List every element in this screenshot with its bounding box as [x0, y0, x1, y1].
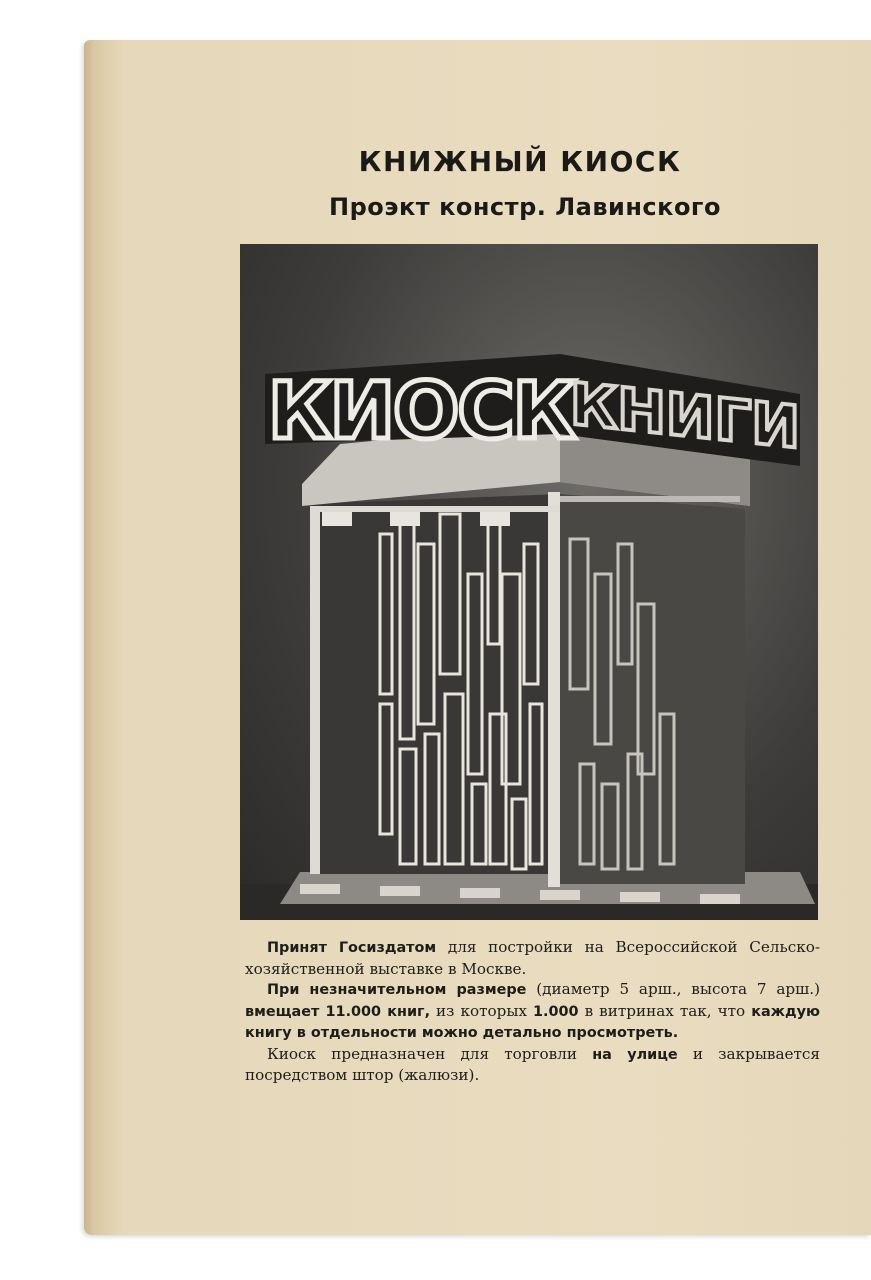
frame-post-center — [548, 492, 560, 887]
caption-p2-bold3: 1.000 — [533, 1003, 579, 1020]
frame-post-left — [310, 506, 320, 874]
caption-p1-rest: для постройки на Всероссийской Сельско-хозяйственной выставке в Москве. — [245, 938, 820, 978]
page-subtitle: Проэкт констр. Лавинского — [329, 193, 721, 221]
sign-right-text: КНИГИ — [570, 369, 800, 462]
caption-p3-rest: и закрывается посредством штор (жалюзи). — [245, 1044, 820, 1084]
sign-left-text: КИОСК — [268, 367, 575, 457]
caption-p2-bold1: При незначительном размере — [267, 982, 527, 998]
caption-p3-start: Киоск предназначен для торговли — [267, 1044, 593, 1063]
caption-paragraph-3 — [245, 1044, 820, 1086]
caption-p2-mid1: (диаметр 5 арш., высота 7 арш.) — [526, 980, 821, 998]
caption — [245, 937, 820, 1086]
page-title: КНИЖНЫЙ КИОСК — [358, 145, 682, 178]
frame-top-rail — [310, 506, 560, 512]
kiosk-illustration — [240, 244, 818, 920]
caption-p2-mid3: в витринах так, что — [578, 1001, 752, 1020]
caption-p3-bold: на улице — [592, 1046, 678, 1063]
kiosk-photo — [240, 244, 818, 920]
caption-p2-bold2: вмещает 11.000 книг, — [245, 1003, 431, 1020]
caption-paragraph-2 — [245, 979, 820, 1044]
caption-paragraph-1 — [245, 937, 820, 979]
caption-p2-mid2: из которых — [430, 1001, 534, 1020]
caption-p2-bold4: каждую книгу в отдельности можно детально просмотреть. — [245, 1003, 820, 1041]
caption-p1-bold: Принят Госиздатом — [267, 940, 437, 956]
